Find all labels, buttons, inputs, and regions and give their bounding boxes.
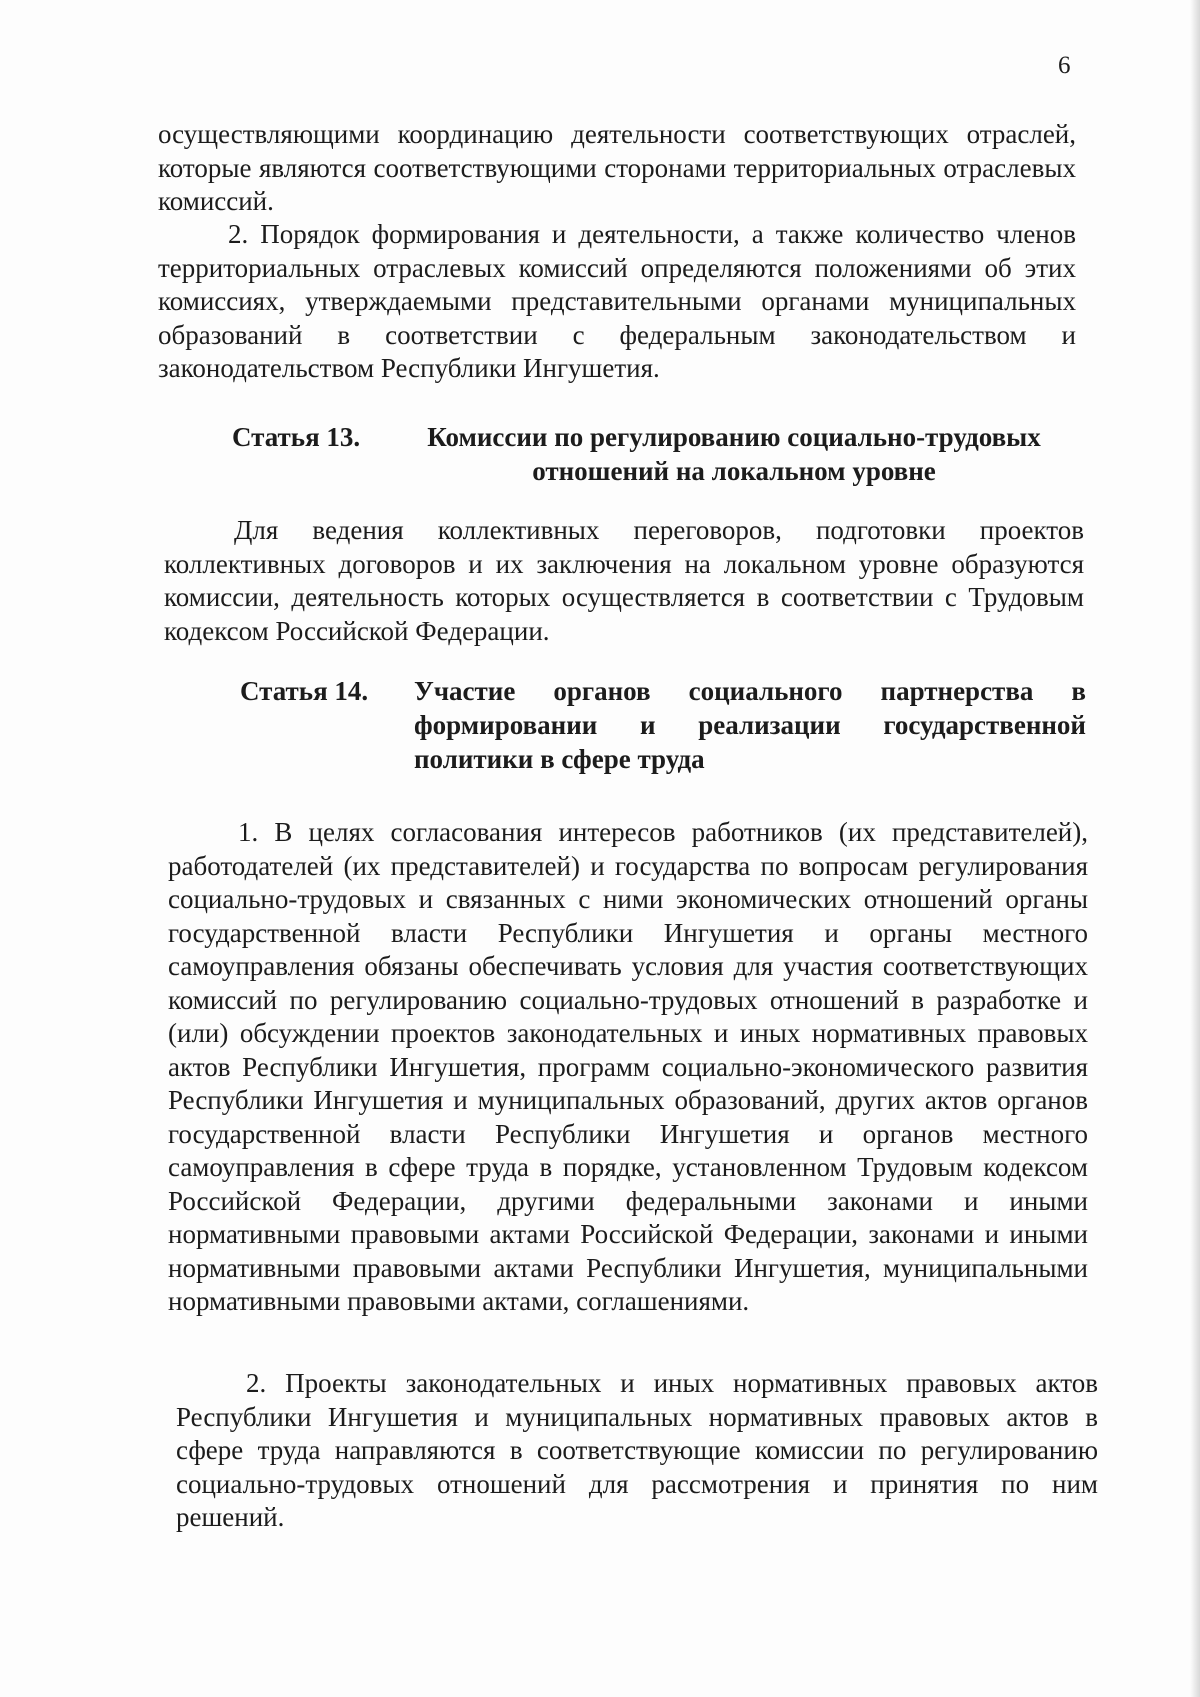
article-13-title: Комиссии по регулированию социально-трудовых отношений на локальном уровне [427, 422, 1041, 486]
paragraph-article12-part2: 2. Порядок формирования и деятельности, а также количество членов территориальных отраслевых комиссий определяются положениями об этих комиссиях, утверждаемыми представительными органами муниципальных образований в соответствии с федеральным законодательством и законодательством Республики Ингушетия. [158, 219, 1076, 383]
article-13-label: Статья 13. [232, 422, 361, 452]
scan-edge-shadow [1190, 0, 1200, 1697]
article-13-heading [232, 420, 1078, 488]
page-number: 6 [1058, 52, 1071, 79]
article-14-label: Статья 14. [240, 676, 369, 706]
paragraph-continuation: осуществляющими координацию деятельности соответствующих отраслей, которые являются соответствующими сторонами территориальных отраслевых комиссий. [158, 119, 1076, 216]
paragraph-article13: Для ведения коллективных переговоров, подготовки проектов коллективных договоров и их заключения на локальном уровне образуются комиссии, деятельность которых осуществляется в соответствии с Трудовым кодексом Российской Федерации. [164, 515, 1084, 646]
paragraph-article14-part2: 2. Проекты законодательных и иных нормативных правовых актов Республики Ингушетия и муниципальных нормативных правовых актов в сфере труда направляются в соответствующие комиссии по регулированию социально-трудовых отношений для рассмотрения и принятия по ним решений. [176, 1368, 1098, 1532]
paragraph-article14-part1: 1. В целях согласования интересов работников (их представителей), работодателей (их представителей) и государства по вопросам регулирования социально-трудовых и связанных с ними экономических отношений органы государственной власти Республики Ингушетия и органы местного самоуправления обязаны обеспечивать условия для участия соответствующих комиссий по регулированию социально-трудовых отношений в разработке и (или) обсуждении проектов законодательных и иных нормативных правовых актов Республики Ингушетия, программ социально-экономического развития Республики Ингушетия и муниципальных образований, других актов органов государственной власти Республики Ингушетия и органов местного самоуправления в сфере труда в порядке, установленном Трудовым кодексом Российской Федерации, другими федеральными законами и иными нормативными правовыми актами Российской Федерации, законами и иными нормативными правовыми актами Республики Ингушетия, муниципальными нормативными правовыми актами, соглашениями. [168, 817, 1088, 1316]
article-14-title: Участие органов социального партнерства в формировании и реализации государственной политики в сфере труда [414, 676, 1086, 774]
article-14-heading [240, 674, 1086, 776]
